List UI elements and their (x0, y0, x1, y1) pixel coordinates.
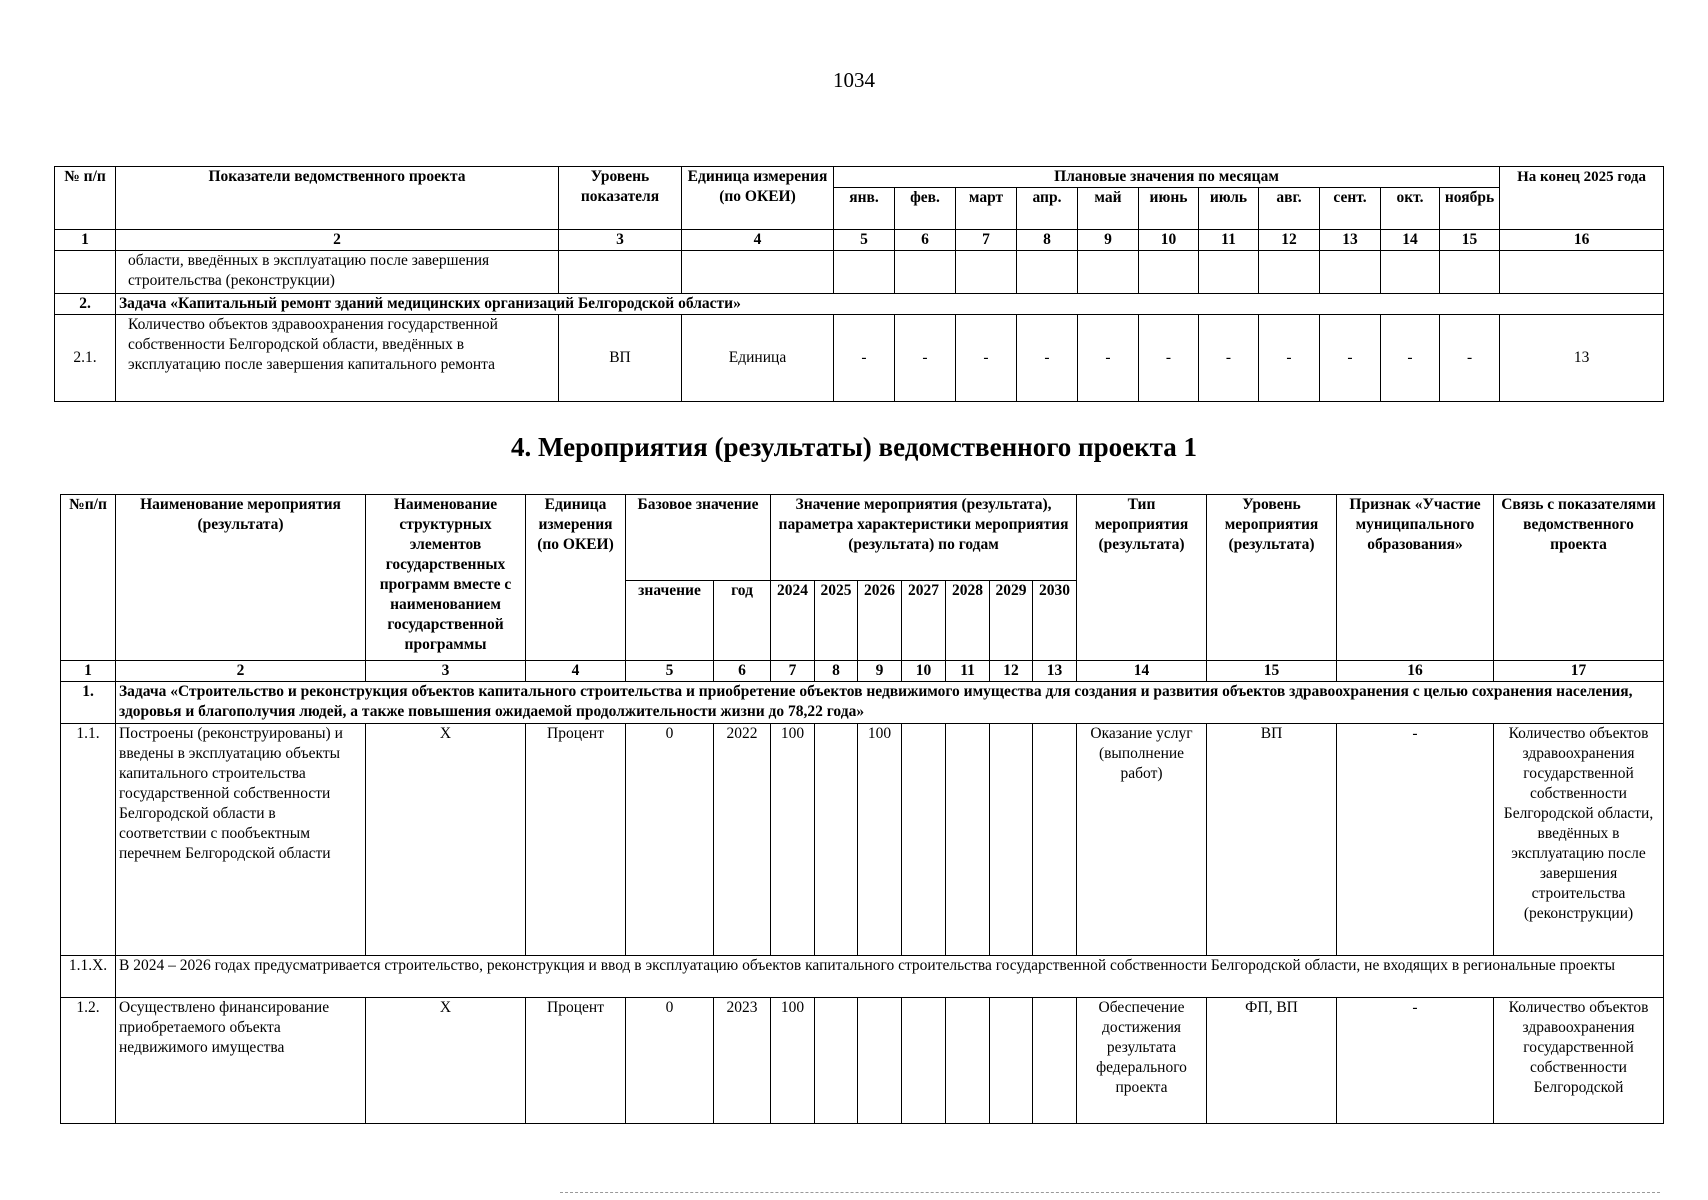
t2-header-type: Тип мероприятия (результата) (1077, 495, 1207, 661)
t1-colnum: 12 (1259, 230, 1320, 251)
t2-colnum: 1 (61, 661, 116, 682)
t2-header-unit: Единица измерения (по ОКЕИ) (526, 495, 626, 661)
t1-colnum: 11 (1199, 230, 1259, 251)
t2-row11x-num: 1.1.Х. (61, 956, 116, 998)
t1-row21-month: - (956, 315, 1017, 402)
t2-row12-year (858, 998, 902, 1124)
t1-row21-month: - (1017, 315, 1078, 402)
t2-row12-year: 100 (771, 998, 815, 1124)
t2-header-year: 2026 (858, 581, 902, 661)
t1-row21-level: ВП (559, 315, 682, 402)
t2-header-years-title: Значение мероприятия (результата), параметра характеристики мероприятия (результата) по годам (771, 495, 1077, 581)
t2-row12-struct: Х (366, 998, 526, 1124)
t1-row21-text: Количество объектов здравоохранения государственной собственности Белгородской области, введённых в эксплуатацию после завершения капитального ремонта (116, 315, 559, 402)
t2-header-year: 2025 (815, 581, 858, 661)
t2-row12-type: Обеспечение достижения результата федерального проекта (1077, 998, 1207, 1124)
t2-row12-level: ФП, ВП (1207, 998, 1337, 1124)
t1-header-plan: Плановые значения по месяцам (834, 167, 1500, 188)
t1-header-num: № п/п (55, 167, 116, 230)
t2-colnum: 6 (714, 661, 771, 682)
t2-header-year: 2030 (1033, 581, 1077, 661)
t1-row21-month: - (1078, 315, 1139, 402)
t2-task1-text: Задача «Строительство и реконструкция объектов капитального строительства и приобретение объектов недвижимого имущества для создания и развития объектов здравоохранения с целью сохранения населения, здоровья и благополучия людей, а также повышения ожидаемой продолжительности жизни до 78,22 года» (116, 682, 1664, 724)
activities-table (60, 494, 1664, 1124)
t2-row11-link: Количество объектов здравоохранения государственной собственности Белгородской области, введённых в эксплуатацию после завершения строительства (реконструкции) (1494, 724, 1664, 956)
section-title: 4. Мероприятия (результаты) ведомственного проекта 1 (511, 432, 1197, 462)
t2-colnum: 2 (116, 661, 366, 682)
t1-month-3: март (956, 188, 1017, 230)
t1-row21-month: - (1139, 315, 1199, 402)
t1-row21-month: - (1199, 315, 1259, 402)
t1-month-11: ноябрь (1440, 188, 1500, 230)
t1-row21-month: - (895, 315, 956, 402)
t2-header-level: Уровень мероприятия (результата) (1207, 495, 1337, 661)
t2-colnum: 10 (902, 661, 946, 682)
page-edge-line (560, 1192, 1660, 1193)
t2-row12-year (1033, 998, 1077, 1124)
t2-header-link: Связь с показателями ведомственного проекта (1494, 495, 1664, 661)
page-number: 1034 (833, 68, 875, 92)
t1-month-7: июль (1199, 188, 1259, 230)
t1-row21-month: - (1440, 315, 1500, 402)
t1-colnum: 16 (1500, 230, 1664, 251)
t1-colnum: 8 (1017, 230, 1078, 251)
t1-month-9: сент. (1320, 188, 1381, 230)
t1-colnum: 3 (559, 230, 682, 251)
t2-row11x-text: В 2024 – 2026 годах предусматривается строительство, реконструкция и ввод в эксплуатацию объектов капитального строительства государственной собственности Белгородской области, не входящих в региональные проекты (116, 956, 1664, 998)
t2-header-base: Базовое значение (626, 495, 771, 581)
t2-row12-base-value: 0 (626, 998, 714, 1124)
t2-row11-type: Оказание услуг (выполнение работ) (1077, 724, 1207, 956)
t2-header-year: 2028 (946, 581, 990, 661)
t2-row12-year (946, 998, 990, 1124)
t1-colnum: 5 (834, 230, 895, 251)
t1-month-1: янв. (834, 188, 895, 230)
t2-row12-year (990, 998, 1033, 1124)
t2-row11-level: ВП (1207, 724, 1337, 956)
t2-row11-base-year: 2022 (714, 724, 771, 956)
t2-row11-year (1033, 724, 1077, 956)
t1-month-6: июнь (1139, 188, 1199, 230)
t2-row11-struct: Х (366, 724, 526, 956)
t2-colnum: 12 (990, 661, 1033, 682)
t2-colnum: 11 (946, 661, 990, 682)
t2-colnum: 3 (366, 661, 526, 682)
t1-month-5: май (1078, 188, 1139, 230)
t2-row11-year (946, 724, 990, 956)
t1-row21-month: - (1320, 315, 1381, 402)
t2-colnum: 5 (626, 661, 714, 682)
t2-row12-link: Количество объектов здравоохранения государственной собственности Белгородской (1494, 998, 1664, 1124)
t2-row11-year (815, 724, 858, 956)
t2-header-year: 2029 (990, 581, 1033, 661)
t1-month-4: апр. (1017, 188, 1078, 230)
t2-colnum: 9 (858, 661, 902, 682)
t1-colnum: 6 (895, 230, 956, 251)
t2-header-name: Наименование мероприятия (результата) (116, 495, 366, 661)
t2-row12-unit: Процент (526, 998, 626, 1124)
t2-colnum: 7 (771, 661, 815, 682)
t1-colnum: 15 (1440, 230, 1500, 251)
t2-colnum: 4 (526, 661, 626, 682)
t2-task1-num: 1. (61, 682, 116, 724)
t1-task2-num: 2. (55, 294, 116, 315)
t2-row11-base-value: 0 (626, 724, 714, 956)
t2-header-num: №п/п (61, 495, 116, 661)
t2-header-base-value: значение (626, 581, 714, 661)
t1-row21-num: 2.1. (55, 315, 116, 402)
t1-header-level: Уровень показателя (559, 167, 682, 230)
t1-row21-month: - (834, 315, 895, 402)
indicators-table (54, 166, 1664, 402)
t2-row11-year (902, 724, 946, 956)
t1-row21-month: - (1259, 315, 1320, 402)
t2-row12-num: 1.2. (61, 998, 116, 1124)
t2-row11-year (990, 724, 1033, 956)
t2-header-struct: Наименование структурных элементов государственных программ вместе с наименованием государственной программы (366, 495, 526, 661)
t2-row11-year: 100 (771, 724, 815, 956)
t2-colnum: 17 (1494, 661, 1664, 682)
t2-row11-num: 1.1. (61, 724, 116, 956)
t2-header-year: 2024 (771, 581, 815, 661)
t2-colnum: 8 (815, 661, 858, 682)
t1-row21-unit: Единица (682, 315, 834, 402)
t2-colnum: 13 (1033, 661, 1077, 682)
t1-colnum: 13 (1320, 230, 1381, 251)
t1-colnum: 14 (1381, 230, 1440, 251)
t2-header-base-year: год (714, 581, 771, 661)
t1-continued-text: области, введённых в эксплуатацию после завершения строительства (реконструкции) (116, 251, 559, 294)
t1-row21-end: 13 (1500, 315, 1664, 402)
t2-header-year: 2027 (902, 581, 946, 661)
t2-row11-year: 100 (858, 724, 902, 956)
t1-month-10: окт. (1381, 188, 1440, 230)
t2-row11-sign: - (1337, 724, 1494, 956)
t2-row12-year (902, 998, 946, 1124)
t1-month-8: авг. (1259, 188, 1320, 230)
t2-colnum: 16 (1337, 661, 1494, 682)
t2-row11-name: Построены (реконструированы) и введены в эксплуатацию объекты капитального строительства государственной собственности Белгородской области в соответствии с пообъектным перечнем Белгородской области (116, 724, 366, 956)
t1-header-unit: Единица измерения (по ОКЕИ) (682, 167, 834, 230)
t2-colnum: 15 (1207, 661, 1337, 682)
t1-colnum: 2 (116, 230, 559, 251)
t2-row12-base-year: 2023 (714, 998, 771, 1124)
t2-row11-unit: Процент (526, 724, 626, 956)
t1-colnum: 7 (956, 230, 1017, 251)
t1-row21-month: - (1381, 315, 1440, 402)
t1-colnum: 10 (1139, 230, 1199, 251)
t2-row12-year (815, 998, 858, 1124)
t1-colnum: 9 (1078, 230, 1139, 251)
t1-header-indicators: Показатели ведомственного проекта (116, 167, 559, 230)
t2-colnum: 14 (1077, 661, 1207, 682)
t1-header-end: На конец 2025 года (1500, 167, 1664, 230)
t1-colnum: 4 (682, 230, 834, 251)
t1-colnum: 1 (55, 230, 116, 251)
t2-row12-name: Осуществлено финансирование приобретаемого объекта недвижимого имущества (116, 998, 366, 1124)
t1-task2-text: Задача «Капитальный ремонт зданий медицинских организаций Белгородской области» (116, 294, 1664, 315)
t2-header-sign: Признак «Участие муниципального образования» (1337, 495, 1494, 661)
t2-row12-sign: - (1337, 998, 1494, 1124)
t1-month-2: фев. (895, 188, 956, 230)
